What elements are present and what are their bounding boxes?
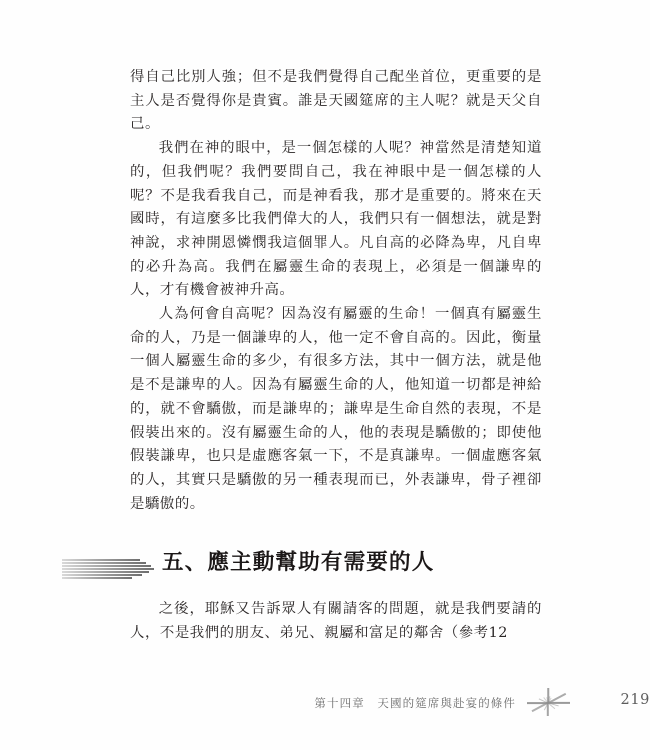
section-heading-row <box>62 548 542 590</box>
footer-inner <box>314 688 572 718</box>
footer-chapter-label: 第十四章 天國的筵席與赴宴的條件 <box>314 696 516 710</box>
tail-text-column <box>130 598 542 645</box>
section-heading: 五、應主動幫助有需要的人 <box>162 550 435 575</box>
body-paragraph: 得自己比別人強；但不是我們覺得自己配坐首位，更重要的是主人是否覺得你是貴賓。誰是天國筵席的主人呢？就是天父自己。 <box>130 69 542 133</box>
body-paragraph: 我們在神的眼中，是一個怎樣的人呢？神當然是清楚知道的，但我們呢？我們要問自己，我在神眼中是一個怎樣的人呢？不是我看我自己，而是神看我，那才是重要的。將來在天國時，有這麼多比我們偉大的人，我們只有一個想法，就是對神說，求神開恩憐憫我這個罪人。凡自高的必降為卑，凡自卑的必升為高。我們在屬靈生命的表現上，必須是一個謙卑的人，才有機會被神升高。 <box>130 140 542 299</box>
sparkle-starburst-icon <box>526 688 570 718</box>
body-paragraph: 人為何會自高呢？因為沒有屬靈的生命！一個真有屬靈生命的人，乃是一個謙卑的人，他一定不會自高的。因此，衡量一個人屬靈生命的多少，有很多方法，其中一個方法，就是他是不是謙卑的人。因為有屬靈生命的人，他知道一切都是神給的，就不會驕傲，而是謙卑的；謙卑是生命自然的表現，不是假裝出來的。沒有屬靈生命的人，他的表現是驕傲的；即使他假裝謙卑，也只是虛應客氣一下，不是真謙卑。一個虛應客氣的人，其實只是驕傲的另一種表現而已，外表謙卑，骨子裡卻是驕傲的。 <box>130 306 542 512</box>
page-number: 219 <box>620 692 650 708</box>
decorative-stripe-icon <box>62 558 154 580</box>
body-paragraph: 之後，耶穌又告訴眾人有關請客的問題，就是我們要請的人，不是我們的朋友、弟兄、親屬和富足的鄰舍（參考12 <box>130 601 542 641</box>
body-text-column <box>130 66 542 516</box>
page-footer <box>0 688 650 718</box>
